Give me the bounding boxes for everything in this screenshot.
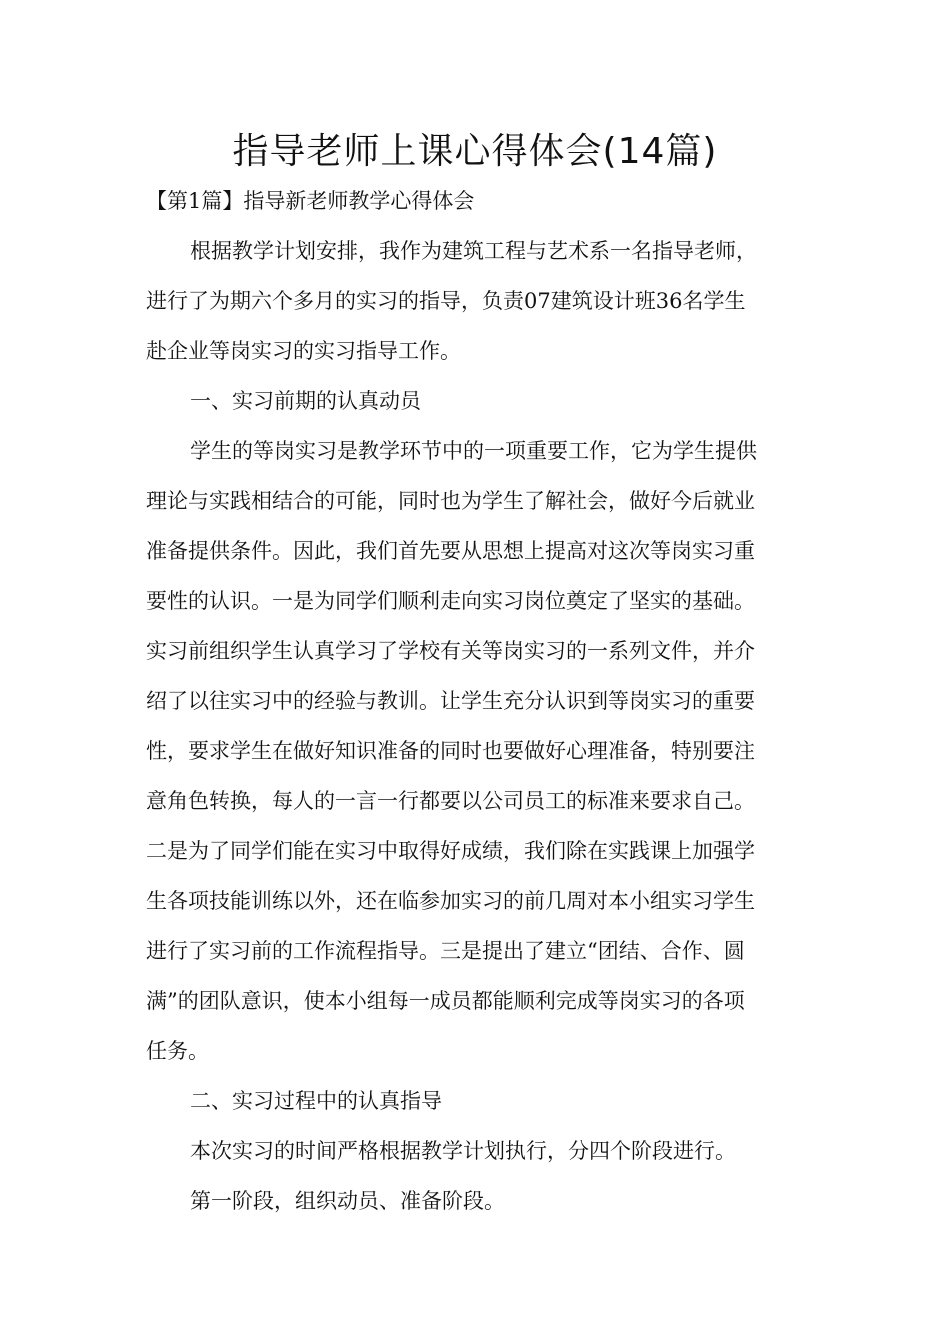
paragraph-line: 理论与实践相结合的可能，同时也为学生了解社会，做好今后就业 [146,489,755,513]
paragraph-line: 绍了以往实习中的经验与教训。让学生充分认识到等岗实习的重要 [146,689,755,713]
paragraph-line: 生各项技能训练以外，还在临参加实习的前几周对本小组实习学生 [146,889,755,913]
paragraph-line: 任务。 [146,1039,209,1063]
document-title: 指导老师上课心得体会(14篇) [232,131,718,172]
section-heading: 一、实习前期的认真动员 [190,389,421,413]
paragraph-line: 学生的等岗实习是教学环节中的一项重要工作，它为学生提供 [190,439,757,463]
paragraph-line: 准备提供条件。因此，我们首先要从思想上提高对这次等岗实习重 [146,539,755,563]
chapter-heading: 【第1篇】指导新老师教学心得体会 [146,189,475,213]
paragraph-line: 根据教学计划安排，我作为建筑工程与艺术系一名指导老师， [190,239,757,263]
paragraph-line: 满”的团队意识，使本小组每一成员都能顺利完成等岗实习的各项 [146,989,745,1013]
paragraph-line: 赴企业等岗实习的实习指导工作。 [146,339,461,363]
paragraph-line: 第一阶段，组织动员、准备阶段。 [190,1189,505,1213]
paragraph-line: 本次实习的时间严格根据教学计划执行，分四个阶段进行。 [190,1139,736,1163]
section-heading: 二、实习过程中的认真指导 [190,1089,442,1113]
paragraph-line: 二是为了同学们能在实习中取得好成绩，我们除在实践课上加强学 [146,839,755,863]
paragraph-line: 实习前组织学生认真学习了学校有关等岗实习的一系列文件，并介 [146,639,755,663]
paragraph-line: 进行了实习前的工作流程指导。三是提出了建立“团结、合作、圆 [146,939,745,963]
paragraph-line: 意角色转换，每人的一言一行都要以公司员工的标准来要求自己。 [146,789,755,813]
paragraph-line: 性，要求学生在做好知识准备的同时也要做好心理准备，特别要注 [146,739,755,763]
paragraph-line: 要性的认识。一是为同学们顺利走向实习岗位奠定了坚实的基础。 [146,589,755,613]
paragraph-line: 进行了为期六个多月的实习的指导，负责07建筑设计班36名学生 [146,289,746,313]
